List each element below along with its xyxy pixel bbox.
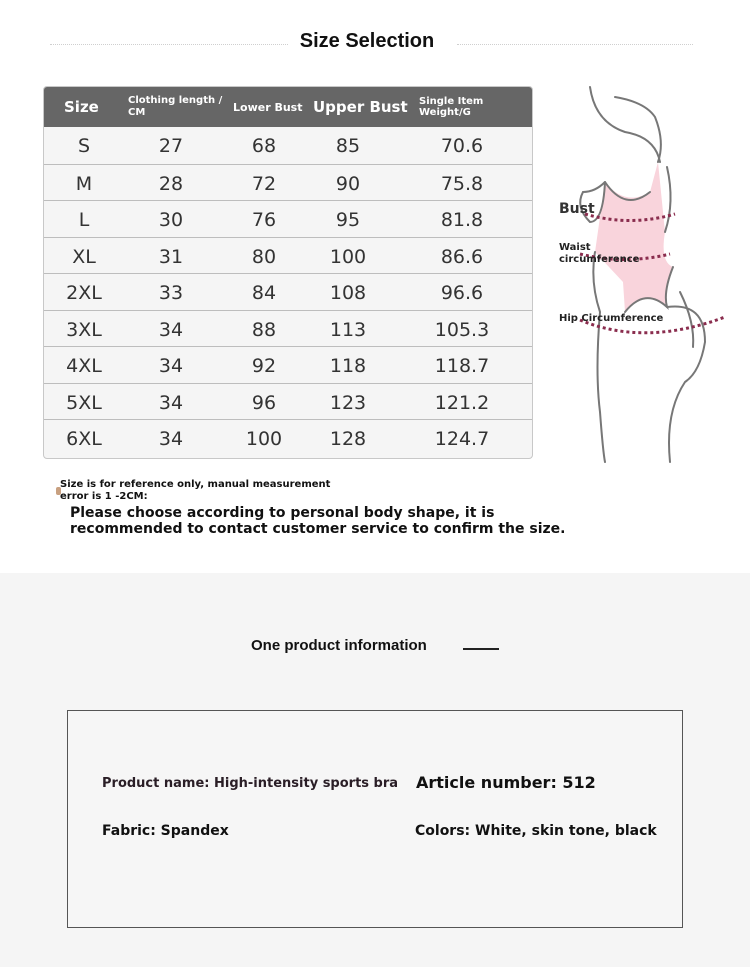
table-cell: 31: [158, 245, 184, 268]
table-cell: 105.3: [434, 318, 490, 341]
back-leg-line: [667, 306, 705, 462]
table-cell: 86.6: [440, 245, 484, 268]
product-info-title: One product information: [251, 637, 427, 654]
table-cell: 121.2: [434, 391, 490, 414]
table-cell: 2XL: [66, 282, 102, 304]
table-cell: 27: [158, 135, 184, 157]
table-cell: 90: [335, 172, 361, 195]
table-cell: 3XL: [66, 318, 102, 341]
table-cell: 108: [329, 282, 367, 304]
table-cell: 70.6: [440, 135, 484, 157]
size-table: [43, 86, 533, 459]
table-cell: 34: [158, 391, 184, 414]
fabric: Fabric: Spandex: [102, 823, 229, 839]
table-row: [44, 419, 532, 456]
table-row: [44, 164, 532, 201]
product-name: Product name: High-intensity sports bra: [102, 776, 399, 791]
body-measurement-figure: [555, 82, 745, 467]
table-cell: 76: [251, 209, 277, 231]
back-line: [665, 167, 671, 232]
size-title-row: [0, 28, 750, 58]
label-waist: Waist circumference: [559, 242, 640, 265]
table-cell: 85: [335, 135, 361, 157]
table-cell: 118.7: [434, 355, 490, 377]
table-cell: 34: [158, 428, 184, 450]
table-cell: 113: [329, 318, 367, 341]
title-divider-right: [457, 44, 693, 45]
table-cell: 81.8: [440, 209, 484, 231]
table-row: [44, 383, 532, 420]
table-cell: 118: [329, 355, 367, 377]
header-upper-bust: Upper Bust: [313, 98, 408, 116]
article-number: Article number: 512: [416, 773, 596, 792]
header-size: Size: [64, 98, 99, 116]
size-table-header: [44, 87, 532, 127]
table-cell: 80: [251, 245, 277, 268]
table-cell: 75.8: [440, 172, 484, 195]
table-cell: 4XL: [66, 355, 102, 377]
reference-note: Size is for reference only, manual measurement error is 1 -2CM:: [60, 479, 331, 502]
table-cell: 128: [329, 428, 367, 450]
colors: Colors: White, skin tone, black: [415, 823, 657, 839]
table-cell: 96.6: [440, 282, 484, 304]
table-cell: 84: [251, 282, 277, 304]
table-cell: M: [75, 172, 93, 195]
table-cell: 123: [329, 391, 367, 414]
label-bust: Bust: [559, 201, 595, 217]
table-row: [44, 273, 532, 310]
table-cell: 92: [251, 355, 277, 377]
table-cell: L: [78, 209, 90, 231]
product-info-section: [0, 573, 750, 967]
label-hip: Hip Circumference: [559, 313, 664, 324]
size-selection-title: Size Selection: [299, 30, 435, 52]
hip-curve-line: [680, 292, 693, 347]
table-cell: 95: [335, 209, 361, 231]
table-cell: 100: [329, 245, 367, 268]
table-row: [44, 237, 532, 274]
title-dash: [463, 648, 499, 650]
header-weight: Single Item Weight/G: [419, 96, 484, 118]
body-silhouette-illustration: [555, 82, 745, 467]
table-row: [44, 127, 532, 163]
table-cell: 6XL: [66, 428, 102, 450]
table-cell: 28: [158, 172, 184, 195]
header-lower-bust: Lower Bust: [233, 100, 303, 114]
table-cell: XL: [72, 245, 96, 268]
table-row: [44, 200, 532, 237]
table-row: [44, 310, 532, 347]
shoulder-line: [615, 97, 661, 162]
table-cell: 68: [251, 135, 277, 157]
table-cell: 96: [251, 391, 277, 414]
product-info-box: [67, 710, 683, 928]
recommendation-note: Please choose according to personal body shape, it is recommended to contact customer service to confirm the size.: [70, 505, 566, 537]
table-cell: 5XL: [66, 391, 102, 414]
front-leg-line: [593, 252, 605, 462]
table-cell: S: [77, 135, 91, 157]
header-clothing-length: Clothing length / CM: [128, 95, 223, 118]
table-cell: 33: [158, 282, 184, 304]
table-cell: 34: [158, 355, 184, 377]
table-cell: 100: [245, 428, 283, 450]
table-cell: 30: [158, 209, 184, 231]
table-row: [44, 346, 532, 383]
table-cell: 124.7: [434, 428, 490, 450]
table-cell: 34: [158, 318, 184, 341]
table-cell: 88: [251, 318, 277, 341]
table-cell: 72: [251, 172, 277, 195]
